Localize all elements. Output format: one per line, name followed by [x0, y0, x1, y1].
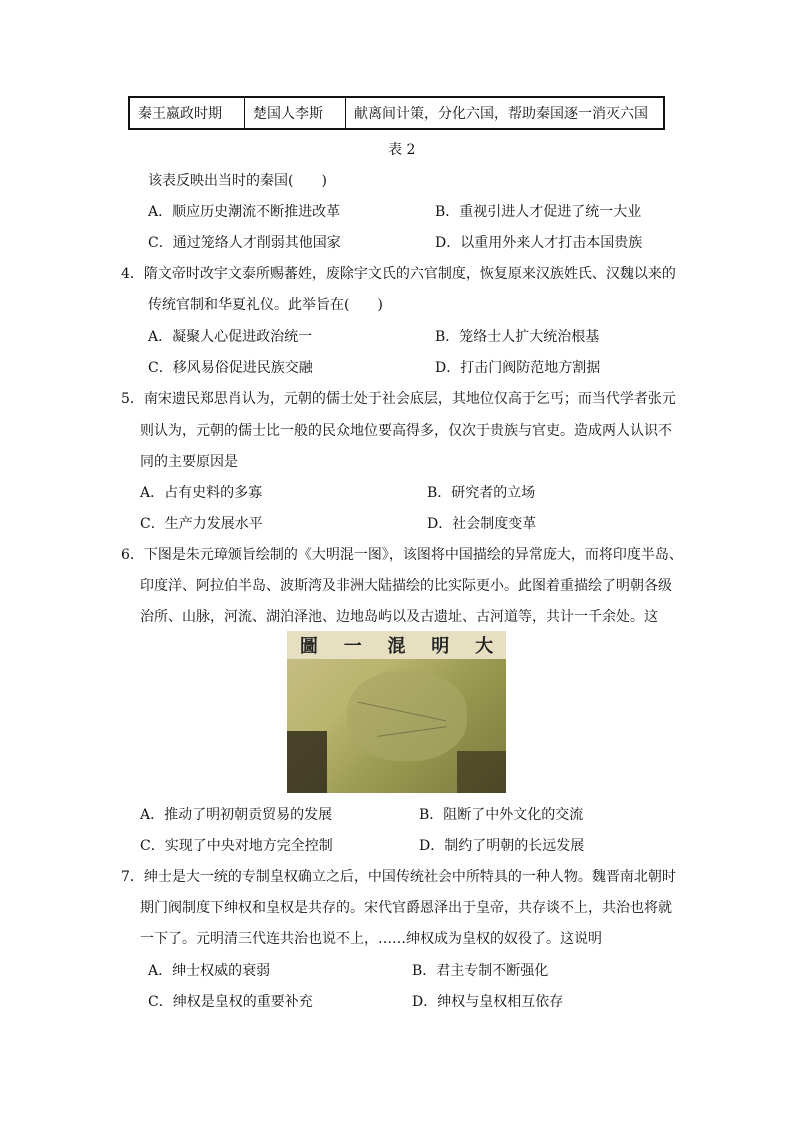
map-dark-corner	[287, 731, 327, 793]
q5-option-b: B．研究者的立场	[427, 485, 536, 501]
map-title-char: 一	[343, 636, 362, 657]
map-land-area	[347, 671, 467, 761]
table-cell: 楚国人李斯	[245, 97, 346, 129]
q3-option-d: D．以重用外来人才打击本国贵族	[435, 235, 643, 251]
q3-option-c: C．通过笼络人才削弱其他国家	[148, 235, 341, 251]
question-6-line: 印度洋、阿拉伯半岛、波斯湾及非洲大陆描绘的比实际更小。此图着重描绘了明朝各级	[140, 578, 672, 594]
table-2	[128, 96, 665, 130]
question-7-line: 7．绅士是大一统的专制皇权确立之后，中国传统社会中所特具的一种人物。魏晋南北朝时	[121, 869, 676, 885]
question-5-line: 则认为，元朝的儒士比一般的民众地位要高得多，仅次于贵族与官吏。造成两人认识不	[140, 423, 672, 439]
da-ming-hun-yi-tu-map-image	[287, 631, 506, 793]
question-5-line: 同的主要原因是	[140, 454, 238, 470]
map-dark-corner	[457, 751, 506, 793]
q7-option-a: A．绅士权威的衰弱	[148, 963, 271, 979]
q7-option-c: C．绅权是皇权的重要补充	[148, 994, 313, 1010]
table-cell: 献离间计策，分化六国，帮助秦国逐一消灭六国	[346, 97, 665, 129]
q3-option-b: B．重视引进人才促进了统一大业	[435, 204, 642, 220]
q4-option-c: C．移风易俗促进民族交融	[148, 360, 313, 376]
q6-option-c: C．实现了中央对地方完全控制	[140, 838, 333, 854]
map-title-char: 圖	[299, 636, 318, 657]
question-4-line: 传统官制和华夏礼仪。此举旨在( )	[148, 297, 383, 313]
q4-option-b: B．笼络士人扩大统治根基	[435, 329, 600, 345]
q6-option-b: B．阻断了中外文化的交流	[419, 807, 584, 823]
q4-option-d: D．打击门阀防范地方割据	[435, 360, 601, 376]
map-title-banner	[287, 631, 506, 659]
q5-option-a: A．占有史料的多寡	[140, 485, 263, 501]
map-title-char: 大	[475, 636, 494, 657]
map-title-char: 明	[431, 636, 450, 657]
question-4-line: 4．隋文帝时改宇文泰所赐蕃姓，废除宇文氏的六官制度，恢复原来汉族姓氏、汉魏以来的	[121, 266, 676, 282]
table-caption: 表 2	[388, 142, 416, 158]
question-3-stem: 该表反映出当时的秦国( )	[148, 173, 327, 189]
map-title-char: 混	[387, 636, 406, 657]
question-5-line: 5．南宋遗民郑思肖认为，元朝的儒士处于社会底层，其地位仅高于乞丐；而当代学者张元	[121, 391, 676, 407]
q5-option-d: D．社会制度变革	[427, 516, 537, 532]
q6-option-a: A．推动了明初朝贡贸易的发展	[140, 807, 333, 823]
question-7-line: 期门阀制度下绅权和皇权是共存的。宋代官爵恩泽出于皇帝，共存谈不上，共治也将就	[140, 900, 672, 916]
question-6-line: 6．下图是朱元璋颁旨绘制的《大明混一图》，该图将中国描绘的异常庞大，而将印度半岛、	[121, 547, 683, 563]
q3-option-a: A．顺应历史潮流不断推进改革	[148, 204, 341, 220]
table-cell: 秦王嬴政时期	[129, 97, 245, 129]
q4-option-a: A．凝聚人心促进政治统一	[148, 329, 313, 345]
q7-option-d: D．绅权与皇权相互依存	[412, 994, 564, 1010]
q6-option-d: D．制约了明朝的长远发展	[419, 838, 585, 854]
question-7-line: 一下了。元明清三代连共治也说不上，……绅权成为皇权的奴役了。这说明	[140, 931, 602, 947]
question-6-line: 治所、山脉，河流、湖泊泽池、边地岛屿以及古遗址、古河道等，共计一千余处。这	[140, 609, 658, 625]
q7-option-b: B．君主专制不断强化	[412, 963, 549, 979]
q5-option-c: C．生产力发展水平	[140, 516, 263, 532]
table-row	[129, 97, 664, 129]
